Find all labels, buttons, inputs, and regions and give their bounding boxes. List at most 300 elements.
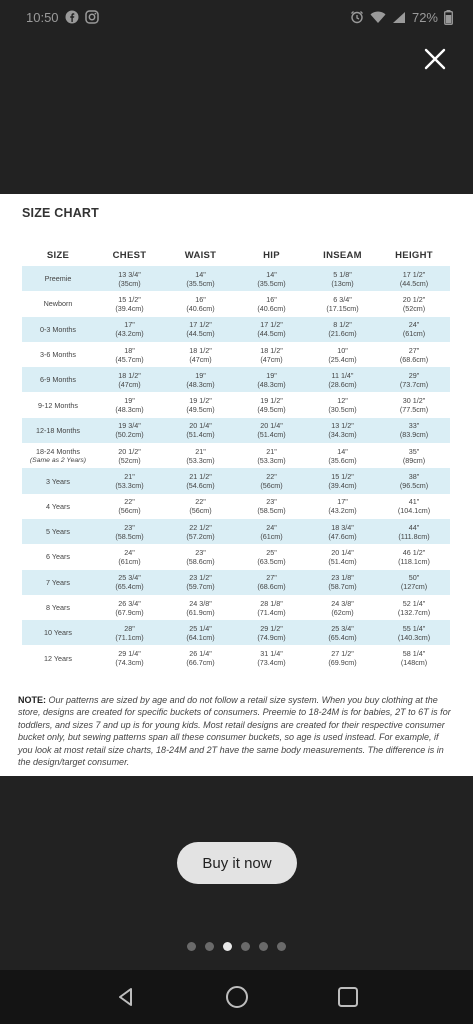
- inch-value: 17": [337, 497, 348, 507]
- cm-value: (51.4cm): [328, 556, 357, 566]
- inch-value: 8 1/2": [333, 320, 352, 330]
- measurement-cell: [307, 544, 378, 569]
- table-row: [22, 418, 450, 443]
- inch-value: 12": [337, 396, 348, 406]
- measurement-cell: [236, 367, 307, 392]
- measurement-cell: [378, 266, 450, 291]
- measurement-cell: [236, 342, 307, 367]
- measurement-cell: [94, 291, 165, 316]
- cm-value: (58.5cm): [257, 506, 286, 516]
- buy-button-label: Buy it now: [202, 854, 272, 872]
- cm-value: (61cm): [402, 329, 426, 339]
- measurement-cell: [165, 342, 236, 367]
- cm-value: (61.9cm): [186, 607, 215, 617]
- inch-value: 22": [266, 472, 277, 482]
- table-row: [22, 392, 450, 417]
- cm-value: (28.6cm): [328, 379, 357, 389]
- cm-value: (35.5cm): [186, 278, 215, 288]
- measurement-cell: [378, 392, 450, 417]
- cm-value: (52cm): [402, 303, 426, 313]
- inch-value: 25": [266, 547, 277, 557]
- size-note: [18, 694, 454, 768]
- cm-value: (13cm): [331, 278, 354, 288]
- inch-value: 22": [195, 497, 206, 507]
- measurement-cell: [236, 418, 307, 443]
- cm-value: (111.8cm): [398, 531, 430, 541]
- inch-value: 27": [408, 345, 420, 355]
- inch-value: 24 3/8": [189, 598, 212, 608]
- measurement-cell: [307, 595, 378, 620]
- measurement-cell: [307, 620, 378, 645]
- inch-value: 35": [408, 446, 420, 456]
- size-label: 10 Years: [44, 628, 72, 638]
- cm-value: (56cm): [189, 506, 212, 516]
- measurement-cell: [165, 291, 236, 316]
- measurement-cell: [378, 494, 450, 519]
- size-cell: [22, 645, 94, 670]
- inch-value: 25 1/4": [189, 623, 212, 633]
- measurement-cell: [378, 468, 450, 493]
- size-cell: [22, 418, 94, 443]
- size-label: 12 Years: [44, 653, 72, 663]
- table-row: [22, 570, 450, 595]
- size-cell: [22, 342, 94, 367]
- table-row: [22, 342, 450, 367]
- size-cell: [22, 620, 94, 645]
- cm-value: (40.6cm): [186, 303, 215, 313]
- size-cell: [22, 544, 94, 569]
- cm-value: (89cm): [402, 455, 426, 465]
- table-row: [22, 494, 450, 519]
- measurement-cell: [236, 291, 307, 316]
- cm-value: (49.5cm): [257, 405, 286, 415]
- table-row: [22, 468, 450, 493]
- inch-value: 6 3/4": [333, 294, 352, 304]
- inch-value: 24": [408, 320, 420, 330]
- size-table: [22, 244, 450, 671]
- cm-value: (64.1cm): [186, 632, 215, 642]
- table-row: [22, 317, 450, 342]
- measurement-cell: [236, 519, 307, 544]
- measurement-cell: [307, 291, 378, 316]
- inch-value: 23": [124, 522, 135, 532]
- cm-value: (61cm): [118, 556, 141, 566]
- inch-value: 41": [408, 497, 420, 507]
- cm-value: (47cm): [189, 354, 212, 364]
- image-pager: [0, 940, 473, 952]
- cm-value: (52cm): [118, 455, 141, 465]
- size-label: 9-12 Months: [38, 400, 78, 410]
- inch-value: 21 1/2": [189, 472, 212, 482]
- home-button[interactable]: [222, 982, 252, 1012]
- inch-value: 21": [124, 472, 135, 482]
- cm-value: (43.2cm): [115, 329, 144, 339]
- measurement-cell: [307, 443, 378, 468]
- cm-value: (47cm): [260, 354, 283, 364]
- note-text: Our patterns are sized by age and do not follow a retail size system. When you buy clothing at the store, designs are created for specific buckets of consumers. Preemie to 18-24M is for babies, 2T to 6T is for toddlers, and sizes 7 and up is for young kids. Most retail designs are created for their respective consumer bucket only, but sewing patterns span all these consumer buckets, so age is used instead. For example, if you look at most retail size charts, 18-24M and 2T have the same body measurements. The difference is in the design/target consumer.: [18, 695, 451, 768]
- measurement-cell: [378, 443, 450, 468]
- measurement-cell: [307, 494, 378, 519]
- cm-value: (30.5cm): [328, 405, 357, 415]
- size-label: 8 Years: [46, 603, 70, 612]
- inch-value: 24": [124, 547, 135, 557]
- size-label: 18-24 Months: [36, 446, 80, 456]
- measurement-cell: [236, 494, 307, 519]
- table-row: [22, 367, 450, 392]
- size-cell: [22, 443, 94, 468]
- measurement-cell: [236, 620, 307, 645]
- cm-value: (77.5cm): [399, 405, 429, 415]
- battery-percent: 72%: [411, 9, 438, 25]
- size-cell: [22, 291, 94, 316]
- cm-value: (43.2cm): [328, 506, 357, 516]
- size-label: 0-3 Months: [40, 324, 76, 334]
- size-cell: [22, 519, 94, 544]
- size-label: 6 Years: [46, 552, 70, 562]
- cm-value: (83.9cm): [399, 430, 429, 440]
- measurement-cell: [94, 570, 165, 595]
- cm-value: (118.1cm): [398, 556, 430, 566]
- cm-value: (68.6cm): [399, 354, 429, 364]
- measurement-cell: [307, 266, 378, 291]
- measurement-cell: [94, 367, 165, 392]
- cm-value: (71.4cm): [257, 607, 286, 617]
- inch-value: 19 1/2": [189, 396, 212, 406]
- inch-value: 33": [408, 421, 420, 431]
- size-chart-image[interactable]: [0, 194, 473, 776]
- inch-value: 20 1/4": [331, 547, 354, 557]
- inch-value: 26 1/4": [189, 649, 212, 659]
- home-icon: [225, 985, 249, 1009]
- battery-icon: [444, 10, 453, 25]
- signal-icon: [392, 11, 406, 24]
- cm-value: (48.3cm): [115, 405, 144, 415]
- table-row: [22, 620, 450, 645]
- measurement-cell: [94, 418, 165, 443]
- measurement-cell: [378, 367, 450, 392]
- table-row: [22, 595, 450, 620]
- cm-value: (65.4cm): [115, 582, 144, 592]
- measurement-cell: [94, 595, 165, 620]
- inch-value: 19": [195, 370, 206, 380]
- measurement-cell: [94, 645, 165, 670]
- cm-value: (53.3cm): [257, 455, 286, 465]
- alarm-icon: [350, 10, 364, 24]
- inch-value: 27 1/2": [331, 649, 354, 659]
- table-row: [22, 645, 450, 670]
- cm-value: (35cm): [118, 278, 141, 288]
- size-label: 6-9 Months: [40, 375, 76, 385]
- measurement-cell: [165, 418, 236, 443]
- measurement-cell: [378, 342, 450, 367]
- cm-value: (44.5cm): [257, 329, 286, 339]
- measurement-cell: [307, 519, 378, 544]
- cm-value: (21.6cm): [328, 329, 357, 339]
- measurement-cell: [307, 342, 378, 367]
- inch-value: 11 1/4": [331, 370, 354, 380]
- measurement-cell: [236, 443, 307, 468]
- measurement-cell: [378, 595, 450, 620]
- measurement-cell: [165, 595, 236, 620]
- cm-value: (69.9cm): [328, 658, 357, 668]
- size-label: 4 Years: [46, 501, 70, 511]
- cm-value: (49.5cm): [186, 405, 215, 415]
- inch-value: 18 1/2": [118, 370, 141, 380]
- size-cell: [22, 494, 94, 519]
- inch-value: 15 1/2": [118, 294, 141, 304]
- measurement-cell: [378, 291, 450, 316]
- cm-value: (45.7cm): [115, 354, 144, 364]
- inch-value: 18 3/4": [331, 522, 354, 532]
- cm-value: (51.4cm): [186, 430, 215, 440]
- inch-value: 10": [337, 345, 348, 355]
- size-label: 12-18 Months: [36, 425, 80, 435]
- cm-value: (104.1cm): [397, 506, 431, 516]
- cm-value: (71.1cm): [115, 632, 144, 642]
- measurement-cell: [378, 620, 450, 645]
- inch-value: 13 3/4": [118, 269, 141, 279]
- measurement-cell: [236, 544, 307, 569]
- pager-dot[interactable]: [241, 942, 250, 951]
- cm-value: (58.6cm): [186, 556, 215, 566]
- cm-value: (96.5cm): [399, 481, 429, 491]
- inch-value: 29 1/4": [118, 649, 141, 659]
- inch-value: 25 3/4": [118, 573, 141, 583]
- inch-value: 16": [266, 294, 277, 304]
- cm-value: (127cm): [400, 582, 428, 592]
- inch-value: 28": [124, 623, 135, 633]
- inch-value: 19 3/4": [118, 421, 141, 431]
- measurement-cell: [165, 519, 236, 544]
- navigation-bar: [0, 970, 473, 1024]
- facebook-icon: [65, 10, 79, 24]
- note-label: NOTE:: [18, 695, 46, 705]
- cm-value: (73.4cm): [257, 658, 286, 668]
- size-label: 3-6 Months: [40, 350, 76, 360]
- inch-value: 18 1/2": [260, 345, 283, 355]
- back-icon: [115, 986, 137, 1008]
- measurement-cell: [94, 317, 165, 342]
- cm-value: (44.5cm): [186, 329, 215, 339]
- inch-value: 23 1/8": [331, 573, 354, 583]
- cm-value: (66.7cm): [186, 658, 215, 668]
- measurement-cell: [236, 392, 307, 417]
- pager-dot[interactable]: [187, 942, 196, 951]
- cm-value: (132.7cm): [397, 607, 431, 617]
- measurement-cell: [378, 317, 450, 342]
- measurement-cell: [94, 519, 165, 544]
- cm-value: (39.4cm): [115, 303, 144, 313]
- close-icon: [424, 48, 446, 70]
- cm-value: (73.7cm): [399, 379, 429, 389]
- measurement-cell: [236, 645, 307, 670]
- inch-value: 15 1/2": [331, 472, 354, 482]
- cm-value: (35.5cm): [257, 278, 286, 288]
- cm-value: (74.3cm): [115, 658, 144, 668]
- inch-value: 19": [124, 396, 135, 406]
- size-cell: [22, 595, 94, 620]
- inch-value: 46 1/2": [402, 547, 426, 557]
- cm-value: (48.3cm): [257, 379, 286, 389]
- measurement-cell: [94, 266, 165, 291]
- cm-value: (51.4cm): [257, 430, 286, 440]
- cm-value: (47cm): [118, 379, 141, 389]
- cm-value: (59.7cm): [186, 582, 215, 592]
- measurement-cell: [94, 494, 165, 519]
- size-cell: [22, 367, 94, 392]
- inch-value: 26 3/4": [118, 598, 141, 608]
- inch-value: 58 1/4": [402, 649, 426, 659]
- inch-value: 18 1/2": [189, 345, 212, 355]
- measurement-cell: [378, 645, 450, 670]
- cm-value: (53.3cm): [186, 455, 215, 465]
- cm-value: (53.3cm): [115, 481, 144, 491]
- instagram-icon: [85, 10, 99, 24]
- cm-value: (148cm): [400, 658, 428, 668]
- measurement-cell: [378, 519, 450, 544]
- measurement-cell: [307, 570, 378, 595]
- measurement-cell: [94, 544, 165, 569]
- cm-value: (57.2cm): [186, 531, 215, 541]
- measurement-cell: [165, 392, 236, 417]
- buy-it-now-button[interactable]: [177, 842, 297, 884]
- back-button[interactable]: [111, 982, 141, 1012]
- status-left: [26, 10, 99, 25]
- measurement-cell: [307, 645, 378, 670]
- measurement-cell: [165, 468, 236, 493]
- cm-value: (54.6cm): [186, 481, 215, 491]
- measurement-cell: [165, 443, 236, 468]
- size-label: Newborn: [43, 299, 73, 309]
- inch-value: 17 1/2": [189, 320, 212, 330]
- inch-value: 14": [337, 446, 348, 456]
- cm-value: (47.6cm): [328, 531, 357, 541]
- chart-title: SIZE CHART: [22, 206, 99, 220]
- measurement-cell: [165, 544, 236, 569]
- measurement-cell: [94, 342, 165, 367]
- size-label: 3 Years: [46, 476, 70, 486]
- inch-value: 29 1/2": [260, 623, 283, 633]
- inch-value: 24 3/8": [331, 598, 354, 608]
- inch-value: 50": [408, 573, 420, 583]
- cm-value: (58.5cm): [115, 531, 144, 541]
- status-bar: [0, 0, 473, 34]
- status-right: [350, 10, 453, 25]
- inch-value: 18": [124, 345, 135, 355]
- measurement-cell: [236, 595, 307, 620]
- cm-value: (39.4cm): [328, 481, 357, 491]
- inch-value: 20 1/4": [189, 421, 212, 431]
- pager-dot[interactable]: [259, 942, 268, 951]
- size-cell: [22, 468, 94, 493]
- inch-value: 22 1/2": [189, 522, 212, 532]
- inch-value: 31 1/4": [260, 649, 283, 659]
- inch-value: 21": [195, 446, 206, 456]
- inch-value: 38": [408, 472, 420, 482]
- cm-value: (58.7cm): [328, 582, 357, 592]
- inch-value: 23": [266, 497, 277, 507]
- inch-value: 17 1/2": [402, 269, 426, 279]
- inch-value: 20 1/2": [402, 294, 426, 304]
- size-label: Preemie: [44, 274, 72, 284]
- inch-value: 28 1/8": [260, 598, 283, 608]
- measurement-cell: [94, 392, 165, 417]
- inch-value: 19 1/2": [260, 396, 283, 406]
- cm-value: (40.6cm): [257, 303, 286, 313]
- inch-value: 55 1/4": [402, 623, 426, 633]
- inch-value: 22": [124, 497, 135, 507]
- column-header: WAIST: [184, 249, 217, 261]
- cm-value: (61cm): [260, 531, 283, 541]
- cm-value: (44.5cm): [399, 278, 429, 288]
- measurement-cell: [165, 645, 236, 670]
- inch-value: 44": [408, 522, 420, 532]
- recents-button[interactable]: [333, 982, 363, 1012]
- measurement-cell: [236, 266, 307, 291]
- measurement-cell: [165, 266, 236, 291]
- pager-dot-active[interactable]: [223, 942, 232, 951]
- measurement-cell: [307, 468, 378, 493]
- measurement-cell: [165, 367, 236, 392]
- cm-value: (74.9cm): [257, 632, 286, 642]
- cm-value: (35.6cm): [328, 455, 357, 465]
- size-note-label: (Same as 2 Years): [29, 456, 87, 464]
- inch-value: 23 1/2": [189, 573, 212, 583]
- measurement-cell: [165, 317, 236, 342]
- table-header-row: [22, 244, 450, 266]
- inch-value: 29": [408, 370, 420, 380]
- size-cell: [22, 266, 94, 291]
- cm-value: (17.15cm): [326, 303, 359, 313]
- pager-dot[interactable]: [277, 942, 286, 951]
- recents-icon: [337, 986, 359, 1008]
- measurement-cell: [94, 443, 165, 468]
- cm-value: (67.9cm): [115, 607, 144, 617]
- inch-value: 13 1/2": [331, 421, 354, 431]
- close-button[interactable]: [418, 42, 452, 76]
- cm-value: (63.5cm): [257, 556, 286, 566]
- measurement-cell: [94, 468, 165, 493]
- column-header: CHEST: [112, 249, 147, 261]
- clock: 10:50: [26, 9, 59, 25]
- measurement-cell: [307, 418, 378, 443]
- inch-value: 30 1/2": [402, 396, 426, 406]
- measurement-cell: [378, 544, 450, 569]
- wifi-icon: [370, 11, 386, 24]
- measurement-cell: [94, 620, 165, 645]
- cm-value: (56cm): [260, 481, 283, 491]
- cm-value: (34.3cm): [328, 430, 357, 440]
- measurement-cell: [165, 570, 236, 595]
- column-header: INSEAM: [323, 249, 362, 261]
- measurement-cell: [165, 620, 236, 645]
- cm-value: (68.6cm): [257, 582, 286, 592]
- pager-dot[interactable]: [205, 942, 214, 951]
- inch-value: 20 1/2": [118, 446, 141, 456]
- measurement-cell: [378, 418, 450, 443]
- table-row: [22, 291, 450, 316]
- measurement-cell: [307, 317, 378, 342]
- cm-value: (56cm): [118, 506, 141, 516]
- inch-value: 17": [124, 320, 135, 330]
- size-cell: [22, 570, 94, 595]
- size-cell: [22, 317, 94, 342]
- column-header: HIP: [263, 249, 280, 261]
- column-header: SIZE: [46, 249, 70, 261]
- table-row: [22, 443, 450, 468]
- inch-value: 14": [266, 269, 277, 279]
- size-label: 5 Years: [46, 527, 70, 537]
